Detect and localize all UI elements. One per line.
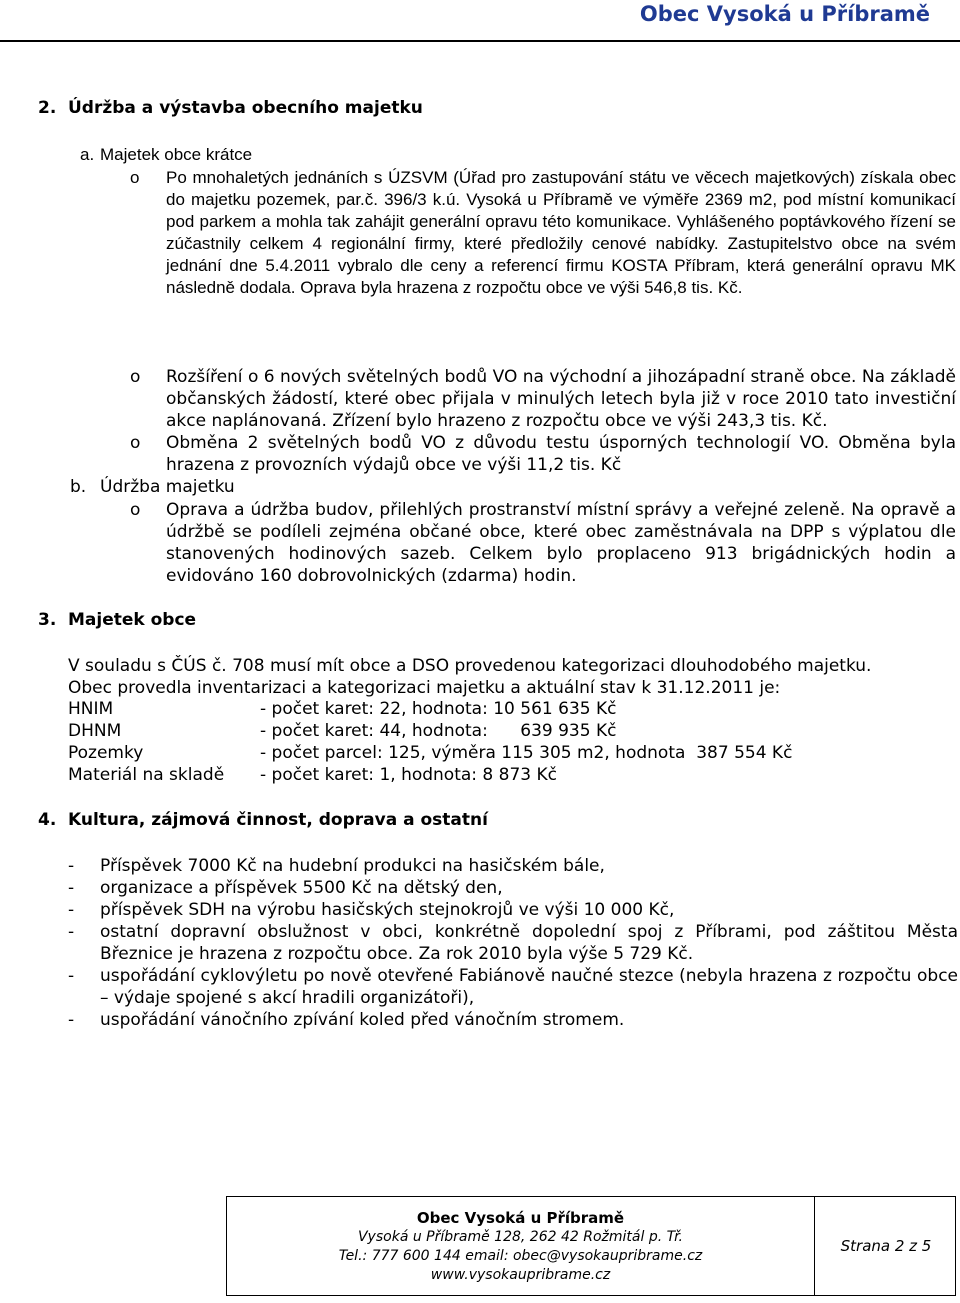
list-item-text: ostatní dopravní obslužnost v obci, konkrétně dopolední spoj z Příbrami, pod záštitou Města Březnice je hrazena z rozpočtu obce. Za rok 2010 byla výše 5 729 Kč. xyxy=(100,922,958,964)
list-item-text: Rozšíření o 6 nových světelných bodů VO na východní a jihozápadní straně obce. Na základě občanských žádostí, které obec přijala v minulých letech byla již v roce 2010 tato investiční akce naplánovaná. Zřízení bylo hrazeno z rozpočtu obce ve výši 243,3 tis. Kč. xyxy=(166,367,956,431)
section-2-heading xyxy=(38,98,423,118)
subsection-b-heading xyxy=(38,477,235,497)
list-item xyxy=(68,965,958,1009)
list-item xyxy=(130,432,956,476)
section-number: 3. xyxy=(38,610,57,630)
culture-list xyxy=(68,855,958,1031)
list-item-text: příspěvek SDH na výrobu hasičských stejnokrojů ve výši 10 000 Kč, xyxy=(100,900,675,920)
subsection-title: Majetek obce krátce xyxy=(100,145,253,164)
bullet-marker: o xyxy=(130,168,140,187)
footer-contact-line: Tel.: 777 600 144 email: obec@vysokaupribrame.cz xyxy=(338,1248,703,1264)
list-item xyxy=(130,366,956,432)
bullet-marker: o xyxy=(130,433,141,453)
page-number: Strana 2 z 5 xyxy=(840,1237,932,1255)
list-item xyxy=(68,855,958,877)
section-number: 2. xyxy=(38,98,57,118)
list-item xyxy=(68,921,958,965)
list-item xyxy=(68,877,958,899)
dash-marker: - xyxy=(68,856,75,876)
list-item-text: Oprava a údržba budov, přilehlých prostranství místní správy a veřejné zeleně. Na opravě a údržbě se podíleli zejména občané obce, které obec zaměstnávala na DPP s výplatou dle stanovených hodinových sazeb. Celkem bylo proplaceno 913 brigádnických hodin a evidováno 160 dobrovolnických (zdarma) hodin. xyxy=(166,500,956,586)
footer-website: www.vysokaupribrame.cz xyxy=(430,1267,611,1283)
dash-marker: - xyxy=(68,1010,75,1030)
asset-value: - počet karet: 44, hodnota: 639 935 Kč xyxy=(260,721,617,741)
list-item xyxy=(68,1009,958,1031)
bullet-marker: o xyxy=(130,367,141,387)
list-item-text: organizace a příspěvek 5500 Kč na dětský den, xyxy=(100,878,503,898)
dash-marker: - xyxy=(68,878,75,898)
footer-contact xyxy=(227,1197,815,1295)
list-item-text: Příspěvek 7000 Kč na hudební produkci na hasičském bále, xyxy=(100,856,605,876)
section-title: Majetek obce xyxy=(68,610,197,630)
section-title: Údržba a výstavba obecního majetku xyxy=(68,98,423,118)
bullet-marker: o xyxy=(130,500,141,520)
subsection-label: a. xyxy=(80,145,95,164)
section-title: Kultura, zájmová činnost, doprava a ostatní xyxy=(68,810,488,830)
asset-value: - počet karet: 1, hodnota: 8 873 Kč xyxy=(260,765,557,785)
subsection-title: Údržba majetku xyxy=(100,477,235,497)
list-item-text: uspořádání cyklovýletu po nově otevřené Fabiánově naučné stezce (nebyla hrazena z rozpočtu obce – výdaje spojené s akcí hradili organizátoři), xyxy=(100,966,958,1008)
asset-row xyxy=(68,699,616,719)
header-rule xyxy=(0,40,960,42)
subsection-a-heading xyxy=(80,145,252,165)
paragraph: V souladu s ČÚS č. 708 musí mít obce a DSO provedenou kategorizaci dlouhodobého majetku. xyxy=(68,656,872,676)
list-item-text: Po mnohaletých jednáních s ÚZSVM (Úřad pro zastupování státu ve věcech majetkových) získala obec do majetku pozemek, par.č. 396/3 k.ú. Vysoká u Příbramě ve výměře 2369 m2, pod místní komunikací pod parkem a mohla tak zahájit generální opravu této komunikace. Vyhlášeného poptávkového řízení se zúčastnily celkem 4 regionální firmy, které předložily cenové nabídky. Zastupitelstvo obce na svém jednání dne 5.4.2011 vybralo dle ceny a referencí firmu KOSTA Příbram, která generální opravu MK následně dodala. Oprava byla hrazena z rozpočtu obce ve výši 546,8 tis. Kč. xyxy=(166,168,956,297)
asset-name: HNIM xyxy=(68,699,114,719)
asset-value: - počet karet: 22, hodnota: 10 561 635 Kč xyxy=(260,699,617,719)
list-item xyxy=(130,499,956,587)
document-header-title: Obec Vysoká u Příbramě xyxy=(639,2,930,26)
asset-name: DHNM xyxy=(68,721,122,741)
asset-name: Pozemky xyxy=(68,743,144,763)
section-3-heading xyxy=(38,610,196,630)
footer-box xyxy=(226,1196,956,1296)
dash-marker: - xyxy=(68,900,75,920)
list-item xyxy=(130,167,956,299)
asset-name: Materiál na skladě xyxy=(68,765,225,785)
dash-marker: - xyxy=(68,922,75,942)
list-item xyxy=(68,899,958,921)
footer-org-name: Obec Vysoká u Příbramě xyxy=(416,1209,625,1227)
asset-row xyxy=(68,721,616,741)
dash-marker: - xyxy=(68,966,75,986)
paragraph: Obec provedla inventarizaci a kategorizaci majetku a aktuální stav k 31.12.2011 je: xyxy=(68,678,781,698)
asset-row xyxy=(68,765,557,785)
list-item-text: Obměna 2 světelných bodů VO z důvodu testu úsporných technologií VO. Obměna byla hrazena z provozních výdajů obce ve výši 11,2 tis. Kč xyxy=(166,433,956,475)
section-4-heading xyxy=(38,810,488,830)
asset-row xyxy=(68,743,792,763)
asset-value: - počet parcel: 125, výměra 115 305 m2, hodnota 387 554 Kč xyxy=(260,743,793,763)
subsection-label: b. xyxy=(70,477,87,497)
footer-address: Vysoká u Příbramě 128, 262 42 Rožmitál p. Tř. xyxy=(357,1229,683,1245)
section-number: 4. xyxy=(38,810,57,830)
list-item-text: uspořádání vánočního zpívání koled před vánočním stromem. xyxy=(100,1010,625,1030)
